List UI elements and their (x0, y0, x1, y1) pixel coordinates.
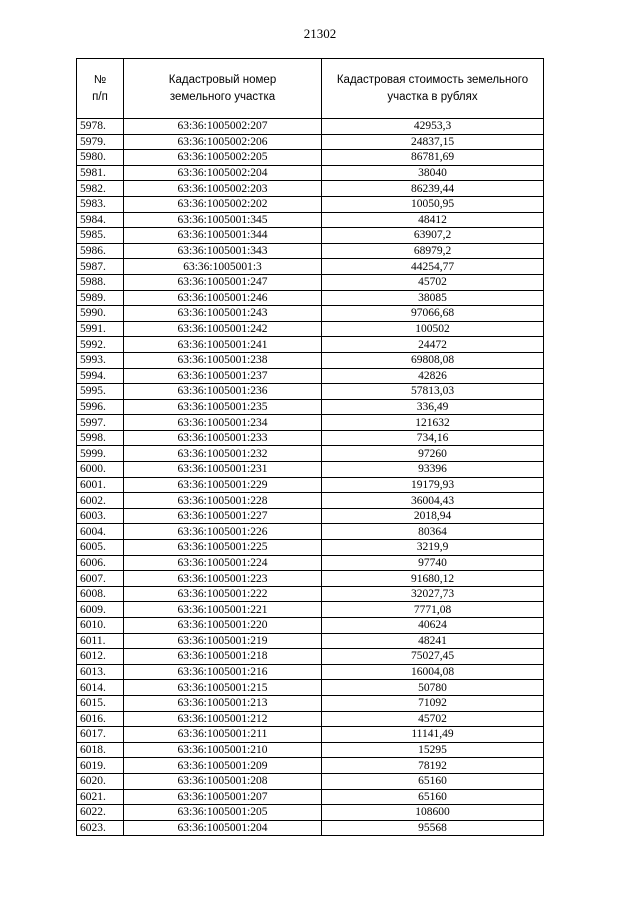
cadastral-number: 63:36:1005001:227 (124, 508, 322, 524)
cadastral-number: 63:36:1005001:207 (124, 789, 322, 805)
table-row (77, 259, 544, 275)
table-row (77, 680, 544, 696)
cadastral-number: 63:36:1005001:3 (124, 259, 322, 275)
row-number: 5999. (77, 446, 124, 462)
cadastral-number: 63:36:1005001:215 (124, 680, 322, 696)
row-number: 5997. (77, 415, 124, 431)
cadastral-value: 75027,45 (322, 649, 544, 665)
table-row (77, 384, 544, 400)
row-number: 6010. (77, 618, 124, 634)
row-number: 6004. (77, 524, 124, 540)
cadastral-number: 63:36:1005001:205 (124, 805, 322, 821)
cadastral-value: 50780 (322, 680, 544, 696)
row-number: 6014. (77, 680, 124, 696)
cadastral-number: 63:36:1005001:211 (124, 727, 322, 743)
cadastral-value: 86781,69 (322, 150, 544, 166)
cadastral-value: 95568 (322, 820, 544, 836)
row-number: 5992. (77, 337, 124, 353)
table-row (77, 430, 544, 446)
row-number: 5979. (77, 134, 124, 150)
table-row (77, 727, 544, 743)
table-row (77, 789, 544, 805)
table-row (77, 571, 544, 587)
row-number: 5989. (77, 290, 124, 306)
table-row (77, 524, 544, 540)
cadastral-value: 108600 (322, 805, 544, 821)
cadastral-value: 69808,08 (322, 352, 544, 368)
row-number: 6009. (77, 602, 124, 618)
table-row (77, 649, 544, 665)
table-row (77, 540, 544, 556)
row-number: 6016. (77, 711, 124, 727)
table-row (77, 134, 544, 150)
cadastral-number: 63:36:1005001:204 (124, 820, 322, 836)
cadastral-value: 42826 (322, 368, 544, 384)
row-number: 5985. (77, 228, 124, 244)
cadastral-value: 68979,2 (322, 243, 544, 259)
cadastral-value: 36004,43 (322, 493, 544, 509)
row-number: 6022. (77, 805, 124, 821)
cadastral-number: 63:36:1005001:343 (124, 243, 322, 259)
table-row (77, 586, 544, 602)
cadastral-value: 24472 (322, 337, 544, 353)
table-row (77, 165, 544, 181)
row-number: 6019. (77, 758, 124, 774)
cadastral-number: 63:36:1005001:247 (124, 274, 322, 290)
table-row (77, 508, 544, 524)
row-number: 5987. (77, 259, 124, 275)
table-row (77, 306, 544, 322)
cadastral-number: 63:36:1005001:237 (124, 368, 322, 384)
row-number: 5990. (77, 306, 124, 322)
table-row (77, 196, 544, 212)
cadastral-value: 121632 (322, 415, 544, 431)
table-row (77, 212, 544, 228)
row-number: 6011. (77, 633, 124, 649)
cadastral-number: 63:36:1005001:228 (124, 493, 322, 509)
cadastral-value: 7771,08 (322, 602, 544, 618)
cadastral-number: 63:36:1005001:212 (124, 711, 322, 727)
table-header-row (77, 59, 544, 119)
cadastral-number: 63:36:1005001:235 (124, 399, 322, 415)
cadastral-number: 63:36:1005001:219 (124, 633, 322, 649)
header-value-text: Кадастровая стоимость земельного участка в рублях (336, 73, 529, 103)
table-row (77, 602, 544, 618)
cadastral-value: 100502 (322, 321, 544, 337)
header-cadastral-number (124, 59, 322, 119)
table-row (77, 243, 544, 259)
cadastral-value: 80364 (322, 524, 544, 540)
cadastral-value: 10050,95 (322, 196, 544, 212)
table-row (77, 758, 544, 774)
cadastral-number: 63:36:1005001:229 (124, 477, 322, 493)
table-row (77, 181, 544, 197)
cadastral-number: 63:36:1005002:206 (124, 134, 322, 150)
row-number: 5981. (77, 165, 124, 181)
cadastral-value: 71092 (322, 695, 544, 711)
cadastral-number: 63:36:1005001:216 (124, 664, 322, 680)
cadastral-number: 63:36:1005001:223 (124, 571, 322, 587)
table-row (77, 618, 544, 634)
table-row (77, 150, 544, 166)
cadastral-value: 32027,73 (322, 586, 544, 602)
cadastral-number: 63:36:1005001:344 (124, 228, 322, 244)
table-row (77, 290, 544, 306)
cadastral-number: 63:36:1005001:208 (124, 773, 322, 789)
cadastral-value: 19179,93 (322, 477, 544, 493)
cadastral-number: 63:36:1005002:203 (124, 181, 322, 197)
cadastral-value: 42953,3 (322, 119, 544, 135)
table-row (77, 119, 544, 135)
cadastral-number: 63:36:1005001:213 (124, 695, 322, 711)
cadastral-value: 48412 (322, 212, 544, 228)
table-row (77, 415, 544, 431)
row-number: 6006. (77, 555, 124, 571)
row-number: 6018. (77, 742, 124, 758)
cadastral-number: 63:36:1005001:234 (124, 415, 322, 431)
table-row (77, 773, 544, 789)
row-number: 6012. (77, 649, 124, 665)
table-row (77, 368, 544, 384)
table-row (77, 805, 544, 821)
cadastral-number: 63:36:1005001:232 (124, 446, 322, 462)
row-number: 5978. (77, 119, 124, 135)
cadastral-number: 63:36:1005001:220 (124, 618, 322, 634)
cadastral-number: 63:36:1005001:233 (124, 430, 322, 446)
cadastral-value: 78192 (322, 758, 544, 774)
table-row (77, 633, 544, 649)
cadastral-value: 65160 (322, 789, 544, 805)
table-row (77, 477, 544, 493)
table-row (77, 555, 544, 571)
cadastral-number: 63:36:1005001:345 (124, 212, 322, 228)
cadastral-value: 63907,2 (322, 228, 544, 244)
row-number: 6020. (77, 773, 124, 789)
cadastral-value: 48241 (322, 633, 544, 649)
row-number: 6008. (77, 586, 124, 602)
cadastral-value: 44254,77 (322, 259, 544, 275)
cadastral-number: 63:36:1005001:226 (124, 524, 322, 540)
cadastral-value: 45702 (322, 711, 544, 727)
cadastral-value: 45702 (322, 274, 544, 290)
cadastral-number: 63:36:1005001:243 (124, 306, 322, 322)
row-number: 6023. (77, 820, 124, 836)
row-number: 5998. (77, 430, 124, 446)
table-row (77, 462, 544, 478)
cadastral-number: 63:36:1005002:204 (124, 165, 322, 181)
cadastral-number: 63:36:1005001:241 (124, 337, 322, 353)
cadastral-value: 97260 (322, 446, 544, 462)
row-number: 5991. (77, 321, 124, 337)
row-number: 6007. (77, 571, 124, 587)
table-body (77, 119, 544, 836)
table-row (77, 321, 544, 337)
cadastral-table (76, 58, 544, 836)
table-row (77, 695, 544, 711)
row-number: 5986. (77, 243, 124, 259)
cadastral-value: 65160 (322, 773, 544, 789)
cadastral-number: 63:36:1005001:221 (124, 602, 322, 618)
cadastral-number: 63:36:1005001:210 (124, 742, 322, 758)
row-number: 5988. (77, 274, 124, 290)
cadastral-value: 97066,68 (322, 306, 544, 322)
table-row (77, 711, 544, 727)
cadastral-number: 63:36:1005001:246 (124, 290, 322, 306)
cadastral-value: 91680,12 (322, 571, 544, 587)
table-row (77, 399, 544, 415)
cadastral-value: 734,16 (322, 430, 544, 446)
cadastral-value: 93396 (322, 462, 544, 478)
cadastral-value: 336,49 (322, 399, 544, 415)
cadastral-number: 63:36:1005002:205 (124, 150, 322, 166)
row-number: 6013. (77, 664, 124, 680)
cadastral-value: 11141,49 (322, 727, 544, 743)
cadastral-value: 16004,08 (322, 664, 544, 680)
page-number: 21302 (303, 26, 337, 41)
row-number: 5982. (77, 181, 124, 197)
header-cadastral-value (322, 59, 544, 119)
cadastral-value: 2018,94 (322, 508, 544, 524)
header-cadastral-text: Кадастровый номер земельного участка (168, 73, 277, 103)
table-row (77, 664, 544, 680)
cadastral-number: 63:36:1005001:238 (124, 352, 322, 368)
cadastral-number: 63:36:1005001:236 (124, 384, 322, 400)
row-number: 5995. (77, 384, 124, 400)
table-row (77, 493, 544, 509)
table-row (77, 352, 544, 368)
cadastral-value: 3219,9 (322, 540, 544, 556)
cadastral-number: 63:36:1005001:231 (124, 462, 322, 478)
table-row (77, 228, 544, 244)
cadastral-value: 40624 (322, 618, 544, 634)
cadastral-number: 63:36:1005001:222 (124, 586, 322, 602)
row-number: 6021. (77, 789, 124, 805)
cadastral-value: 86239,44 (322, 181, 544, 197)
header-number (77, 59, 124, 119)
cadastral-number: 63:36:1005001:225 (124, 540, 322, 556)
row-number: 6000. (77, 462, 124, 478)
row-number: 5996. (77, 399, 124, 415)
row-number: 5993. (77, 352, 124, 368)
row-number: 6002. (77, 493, 124, 509)
cadastral-number: 63:36:1005002:202 (124, 196, 322, 212)
row-number: 5984. (77, 212, 124, 228)
cadastral-value: 24837,15 (322, 134, 544, 150)
header-number-text: № п/п (92, 73, 108, 103)
row-number: 6005. (77, 540, 124, 556)
cadastral-value: 15295 (322, 742, 544, 758)
row-number: 5983. (77, 196, 124, 212)
cadastral-number: 63:36:1005001:218 (124, 649, 322, 665)
row-number: 6015. (77, 695, 124, 711)
table-row (77, 274, 544, 290)
cadastral-number: 63:36:1005001:209 (124, 758, 322, 774)
table-row (77, 337, 544, 353)
row-number: 5980. (77, 150, 124, 166)
row-number: 6017. (77, 727, 124, 743)
row-number: 6001. (77, 477, 124, 493)
cadastral-number: 63:36:1005002:207 (124, 119, 322, 135)
table-row (77, 742, 544, 758)
table-row (77, 820, 544, 836)
row-number: 6003. (77, 508, 124, 524)
row-number: 5994. (77, 368, 124, 384)
table-row (77, 446, 544, 462)
cadastral-value: 38085 (322, 290, 544, 306)
cadastral-value: 38040 (322, 165, 544, 181)
cadastral-value: 97740 (322, 555, 544, 571)
cadastral-number: 63:36:1005001:224 (124, 555, 322, 571)
cadastral-number: 63:36:1005001:242 (124, 321, 322, 337)
cadastral-value: 57813,03 (322, 384, 544, 400)
